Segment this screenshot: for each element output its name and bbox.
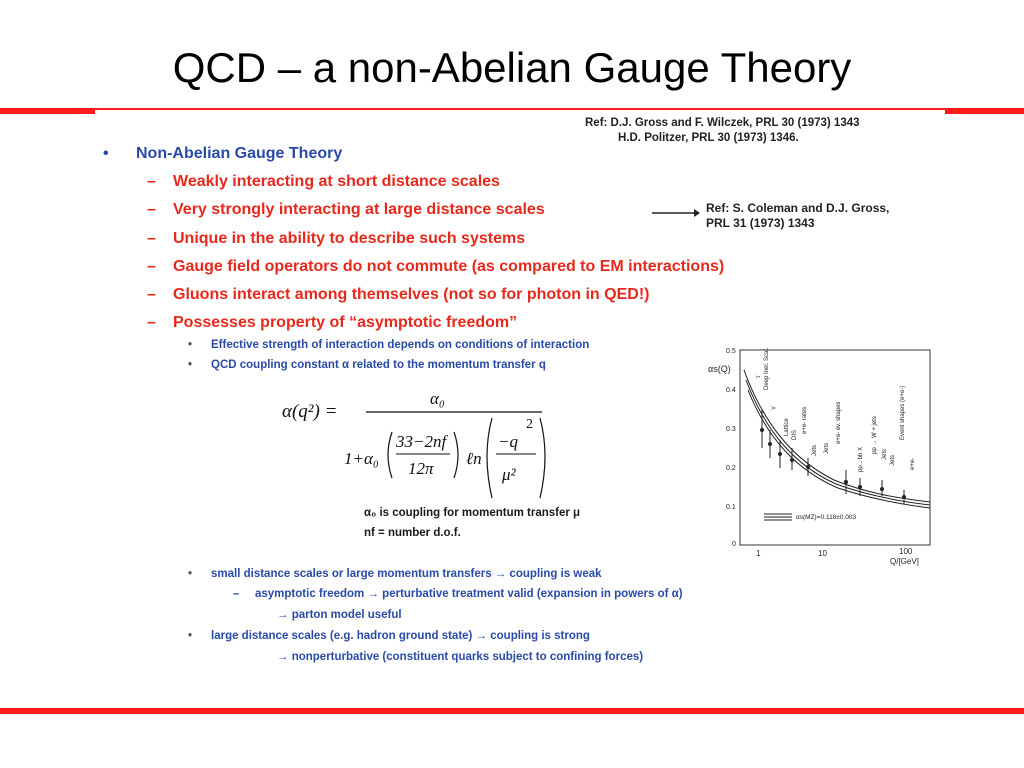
point-5 bbox=[147, 286, 649, 304]
graph-label-tau: τ bbox=[756, 375, 762, 378]
bottom-bullet-1 bbox=[188, 568, 602, 580]
dash-marker: – bbox=[233, 588, 240, 600]
side-ref-line-2: PRL 31 (1973) 1343 bbox=[706, 216, 815, 230]
graph-label-ev-shapes: e+e- ev. shapes bbox=[836, 401, 842, 444]
x-tick-1: 1 bbox=[756, 549, 761, 558]
paren-left-1 bbox=[388, 432, 392, 478]
data-point bbox=[806, 458, 810, 476]
point-1 bbox=[147, 173, 500, 191]
dash-marker: – bbox=[147, 314, 156, 331]
formula-mu-bottom: μ² bbox=[502, 465, 516, 484]
y-axis-label: αs(Q) bbox=[708, 364, 731, 374]
formula-lhs: α(q²) = bbox=[282, 401, 338, 422]
bottom-bullet-text: large distance scales (e.g. hadron ground state) → coupling is strong bbox=[211, 630, 590, 642]
graph-label-event-shapes: Event shapes (e+e-) bbox=[900, 385, 906, 440]
point-text: Gluons interact among themselves (not so for photon in QED!) bbox=[173, 286, 650, 303]
formula-numerator: α₀ bbox=[430, 390, 445, 408]
x-axis-label: Q/[GeV] bbox=[890, 557, 919, 566]
formula-one-plus: 1+α₀ bbox=[344, 449, 379, 468]
graph-label-w-jets: pp → W + jets bbox=[872, 416, 878, 454]
sub-point-2 bbox=[188, 359, 546, 371]
sub-point-text: Effective strength of interaction depends on conditions of interaction bbox=[211, 339, 590, 351]
dash-marker: – bbox=[147, 201, 156, 218]
point-text: Gauge field operators do not commute (as compared to EM interactions) bbox=[173, 258, 725, 275]
side-ref-line-1: Ref: S. Coleman and D.J. Gross, bbox=[706, 201, 890, 215]
alpha-s-running-plot bbox=[704, 330, 936, 570]
bullet-icon: • bbox=[103, 145, 109, 162]
slide-title: QCD – a non-Abelian Gauge Theory bbox=[172, 44, 852, 91]
graph-label-lattice: Lattice bbox=[784, 418, 790, 436]
point-text: Unique in the ability to describe such systems bbox=[173, 230, 526, 247]
outline-heading bbox=[103, 145, 342, 163]
sub-point-1 bbox=[188, 339, 589, 351]
point-text: Possesses property of “asymptotic freedom” bbox=[173, 314, 518, 331]
sub-bullet-icon: • bbox=[188, 339, 193, 351]
y-tick-0.2: 0.2 bbox=[726, 465, 736, 472]
ref-line-2: H.D. Politzer, PRL 30 (1973) 1346. bbox=[618, 132, 799, 144]
y-tick-0.5: 0.5 bbox=[726, 348, 736, 355]
graph-label-upsilon: Υ bbox=[772, 405, 778, 410]
heading-text: Non-Abelian Gauge Theory bbox=[136, 145, 343, 162]
bottom-sub-1 bbox=[233, 588, 683, 600]
graph-label-ee: e+e- bbox=[910, 457, 916, 470]
graph-label-jets-4: Jets bbox=[890, 454, 896, 466]
y-tick-0.4: 0.4 bbox=[726, 387, 736, 394]
point-text: Very strongly interacting at large distance scales bbox=[173, 201, 545, 218]
x-tick-10: 10 bbox=[818, 549, 827, 558]
graph-label-ee-rates: e+e- rates bbox=[802, 406, 808, 434]
x-tick-100: 100 bbox=[899, 547, 913, 556]
nf-definition: nf = number d.o.f. bbox=[364, 527, 461, 539]
legend-text: αs(MZ)=0.118±0.003 bbox=[796, 514, 857, 521]
point-3 bbox=[147, 230, 525, 248]
formula-frac-top: 33−2nf bbox=[396, 432, 447, 451]
dash-marker: – bbox=[147, 173, 156, 190]
point-4 bbox=[147, 258, 724, 276]
ref-line-1: Ref: D.J. Gross and F. Wilczek, PRL 30 (1973) 1343 bbox=[585, 117, 860, 129]
formula-frac-bottom: 12π bbox=[408, 459, 434, 478]
bottom-sub-2: → parton model useful bbox=[277, 609, 402, 621]
graph-label-jets-2: Jets bbox=[824, 442, 830, 454]
dash-marker: – bbox=[147, 286, 156, 303]
sub-point-text: QCD coupling constant α related to the momentum transfer q bbox=[211, 359, 546, 371]
y-tick-0: 0 bbox=[732, 541, 736, 548]
data-point bbox=[778, 440, 782, 468]
graph-label-jets-3: Jets bbox=[882, 448, 888, 460]
graph-label-ppbar: pp→bb X bbox=[858, 446, 864, 472]
dash-marker: – bbox=[147, 230, 156, 247]
formula-q-top: −q bbox=[498, 432, 518, 451]
graph-label-dis: Deep Inel. Scat. bbox=[764, 347, 770, 390]
graph-label-jets-1: Jets bbox=[812, 444, 818, 456]
point-text: Weakly interacting at short distance scales bbox=[173, 173, 500, 190]
data-point bbox=[858, 478, 862, 496]
bottom-bullet-2 bbox=[188, 630, 590, 642]
paren-right-1 bbox=[454, 432, 458, 478]
reference-coleman-gross bbox=[706, 201, 889, 231]
bottom-divider bbox=[0, 708, 1024, 714]
dash-marker: – bbox=[147, 258, 156, 275]
reference-gross-wilczek bbox=[585, 116, 860, 146]
sub-bullet-icon: • bbox=[188, 630, 193, 642]
formula-q-exp: 2 bbox=[526, 417, 533, 432]
alpha0-definition: α₀ is coupling for momentum transfer μ bbox=[364, 507, 581, 519]
y-tick-0.3: 0.3 bbox=[726, 426, 736, 433]
running-coupling-formula bbox=[280, 390, 555, 508]
bottom-sub-3: → nonperturbative (constituent quarks subject to confining forces) bbox=[277, 651, 644, 663]
sub-bullet-icon: • bbox=[188, 568, 193, 580]
sub-bullet-icon: • bbox=[188, 359, 193, 371]
formula-ln: ℓn bbox=[466, 449, 482, 468]
bottom-bullet-text: small distance scales or large momentum transfers → coupling is weak bbox=[211, 568, 602, 580]
point-6 bbox=[147, 314, 517, 332]
paren-right-2 bbox=[540, 418, 545, 498]
bottom-sub-text: asymptotic freedom → perturbative treatment valid (expansion in powers of α) bbox=[255, 588, 683, 600]
paren-left-2 bbox=[487, 418, 492, 498]
y-tick-0.1: 0.1 bbox=[726, 504, 736, 511]
graph-label-dis2: DIS bbox=[792, 429, 798, 440]
point-2 bbox=[147, 201, 545, 219]
arrow-right-icon bbox=[650, 206, 700, 220]
